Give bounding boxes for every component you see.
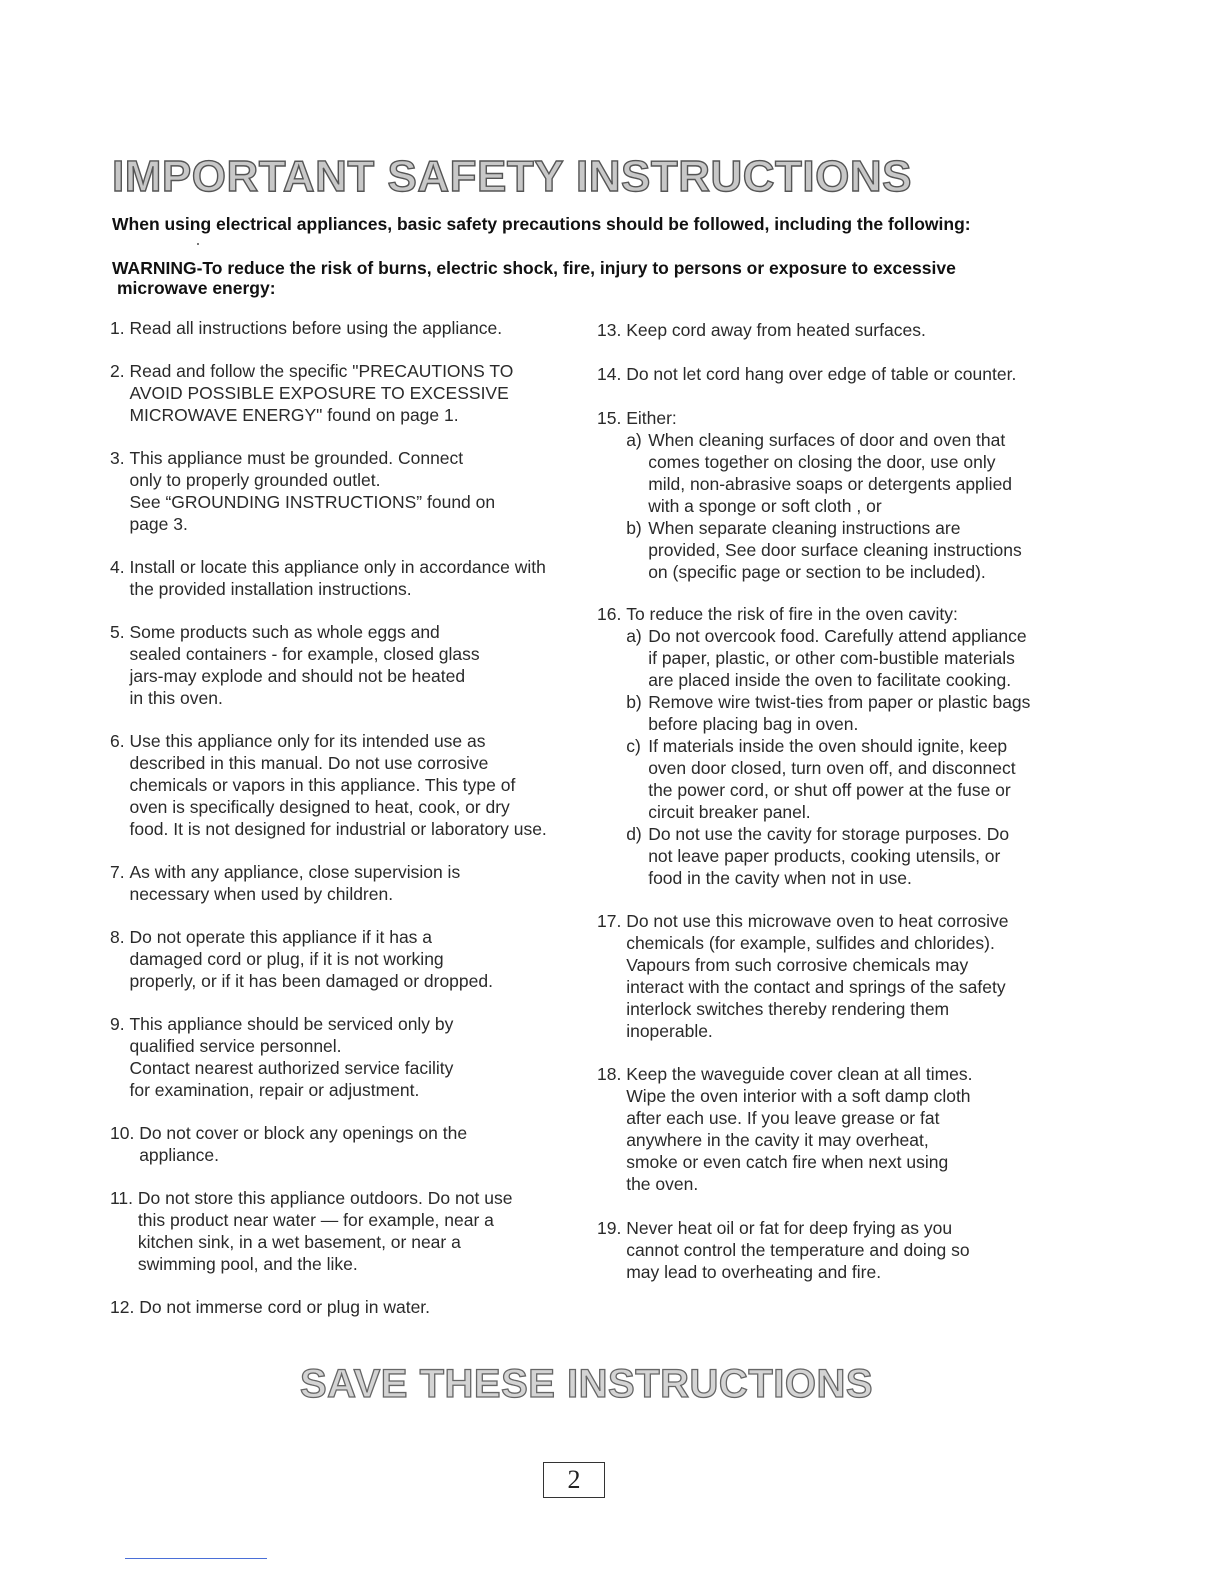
list-item-6 bbox=[110, 730, 580, 840]
item-number: 18. bbox=[597, 1064, 627, 1084]
warning-text bbox=[112, 258, 1072, 298]
item-number: 16. bbox=[597, 604, 627, 624]
item-number: 3. bbox=[110, 448, 130, 468]
item-text: Do not let cord hang over edge of table or counter. bbox=[626, 364, 1017, 384]
warning-line-2: microwave energy: bbox=[117, 278, 276, 298]
item-text: Do not cover or block any openings on the appliance. bbox=[139, 1123, 468, 1165]
list-item-16 bbox=[597, 603, 1057, 889]
item-text: Do not use this microwave oven to heat corrosive chemicals (for example, sulfides and chlorides). Vapours from such corrosive chemicals may interact with the contact and springs of the safety interlock switches thereby rendering them inoperable. bbox=[626, 911, 1009, 1041]
list-item-18 bbox=[597, 1063, 1057, 1195]
item-number: 12. bbox=[110, 1297, 140, 1317]
item-text: Keep the waveguide cover clean at all times. Wipe the oven interior with a soft damp cloth after each use. If you leave grease or fat anywhere in the cavity it may overheat, smoke or even catch fire when next using the oven. bbox=[626, 1064, 973, 1194]
sub-item-a bbox=[626, 625, 1030, 691]
intro-text: When using electrical appliances, basic safety precautions should be followed, including the following: bbox=[112, 214, 971, 234]
item-number: 4. bbox=[110, 557, 130, 577]
item-text: This appliance should be serviced only by qualified service personnel. Contact nearest authorized service facility for examination, repair or adjustment. bbox=[129, 1014, 454, 1100]
sub-text: When cleaning surfaces of door and oven that comes together on closing the door, use only mild, non-abrasive soaps or detergents applied with a sponge or soft cloth , or bbox=[648, 430, 1013, 516]
item-text: Install or locate this appliance only in accordance with the provided installation instructions. bbox=[129, 557, 546, 599]
item-number: 11. bbox=[110, 1188, 138, 1208]
list-item-7 bbox=[110, 861, 580, 905]
list-item-8 bbox=[110, 926, 580, 992]
item-text: To reduce the risk of fire in the oven cavity: bbox=[626, 604, 958, 624]
list-item-14 bbox=[597, 363, 1057, 385]
list-item-12 bbox=[110, 1296, 580, 1318]
sub-letter: a) bbox=[626, 626, 647, 646]
item-number: 1. bbox=[110, 318, 130, 338]
item-text: Never heat oil or fat for deep frying as you cannot control the temperature and doing so may lead to overheating and fire. bbox=[626, 1218, 970, 1282]
right-column bbox=[597, 319, 1057, 1283]
footer-rule bbox=[125, 1558, 267, 1559]
sub-letter: d) bbox=[626, 824, 647, 844]
item-text: Do not immerse cord or plug in water. bbox=[139, 1297, 431, 1317]
item-text: Keep cord away from heated surfaces. bbox=[626, 320, 926, 340]
sub-item-a bbox=[626, 429, 1022, 517]
item-number: 19. bbox=[597, 1218, 627, 1238]
sub-letter: b) bbox=[626, 518, 647, 538]
item-number: 14. bbox=[597, 364, 627, 384]
list-item-13 bbox=[597, 319, 1057, 341]
item-number: 2. bbox=[110, 361, 130, 381]
list-item-1 bbox=[110, 317, 580, 339]
sub-text: When separate cleaning instructions are provided, See door surface cleaning instructions on (specific page or section to be included). bbox=[648, 518, 1022, 582]
item-text: Do not store this appliance outdoors. Do not use this product near water — for example, near a kitchen sink, in a wet basement, or near a swimming pool, and the like. bbox=[137, 1188, 513, 1274]
list-item-19 bbox=[597, 1217, 1057, 1283]
list-item-4 bbox=[110, 556, 580, 600]
list-item-5 bbox=[110, 621, 580, 709]
sub-item-b bbox=[626, 517, 1022, 583]
sub-text: Do not use the cavity for storage purposes. Do not leave paper products, cooking utensils, or food in the cavity when not in use. bbox=[648, 824, 1010, 888]
item-number: 7. bbox=[110, 862, 130, 882]
item-text: This appliance must be grounded. Connect only to properly grounded outlet. See “GROUNDING INSTRUCTIONS” found on page 3. bbox=[129, 448, 496, 534]
sub-text: Do not overcook food. Carefully attend appliance if paper, plastic, or other com-bustible materials are placed inside the oven to facilitate cooking. bbox=[648, 626, 1027, 690]
sub-item-d bbox=[626, 823, 1030, 889]
warning-line-1: WARNING-To reduce the risk of burns, electric shock, fire, injury to persons or exposure to excessive bbox=[112, 258, 956, 278]
list-item-17 bbox=[597, 910, 1057, 1042]
list-item-2 bbox=[110, 360, 580, 426]
sub-item-c bbox=[626, 735, 1030, 823]
item-text: Either: bbox=[626, 408, 677, 428]
sub-letter: b) bbox=[626, 692, 647, 712]
item-number: 17. bbox=[597, 911, 627, 931]
item-body bbox=[626, 407, 1022, 583]
item-text: Read all instructions before using the appliance. bbox=[129, 318, 503, 338]
sub-text: Remove wire twist-ties from paper or plastic bags before placing bag in oven. bbox=[648, 692, 1031, 734]
list-item-3 bbox=[110, 447, 580, 535]
list-item-15 bbox=[597, 407, 1057, 583]
sub-text: If materials inside the oven should ignite, keep oven door closed, turn oven off, and disconnect the power cord, or shut off power at the fuse or circuit breaker panel. bbox=[648, 736, 1016, 822]
sub-letter: a) bbox=[626, 430, 647, 450]
list-item-9 bbox=[110, 1013, 580, 1101]
list-item-10 bbox=[110, 1122, 580, 1166]
item-number: 6. bbox=[110, 731, 130, 751]
page-number: 2 bbox=[543, 1462, 605, 1498]
item-text: As with any appliance, close supervision is necessary when used by children. bbox=[129, 862, 461, 904]
item-text: Do not operate this appliance if it has a damaged cord or plug, if it is not working properly, or if it has been damaged or dropped. bbox=[129, 927, 493, 991]
stray-mark bbox=[197, 243, 199, 245]
item-text: Read and follow the specific "PRECAUTIONS TO AVOID POSSIBLE EXPOSURE TO EXCESSIVE MICROWAVE ENERGY" found on page 1. bbox=[129, 361, 514, 425]
list-item-11 bbox=[110, 1187, 580, 1275]
item-text: Use this appliance only for its intended use as described in this manual. Do not use corrosive chemicals or vapors in this appliance. This type of oven is specifically designed to heat, cook, or dry food. It is not designed for industrial or laboratory use. bbox=[129, 731, 547, 839]
save-instructions-heading: SAVE THESE INSTRUCTIONS bbox=[300, 1362, 874, 1406]
page-title: IMPORTANT SAFETY INSTRUCTIONS bbox=[112, 152, 912, 201]
item-number: 15. bbox=[597, 408, 627, 428]
item-number: 8. bbox=[110, 927, 130, 947]
item-number: 9. bbox=[110, 1014, 130, 1034]
sub-item-b bbox=[626, 691, 1030, 735]
left-column bbox=[110, 317, 580, 1318]
sub-letter: c) bbox=[626, 736, 646, 756]
item-number: 5. bbox=[110, 622, 130, 642]
item-body bbox=[626, 603, 1030, 889]
item-number: 13. bbox=[597, 320, 627, 340]
item-text: Some products such as whole eggs and sealed containers - for example, closed glass jars-may explode and should not be heated in this oven. bbox=[129, 622, 480, 708]
item-number: 10. bbox=[110, 1123, 140, 1143]
